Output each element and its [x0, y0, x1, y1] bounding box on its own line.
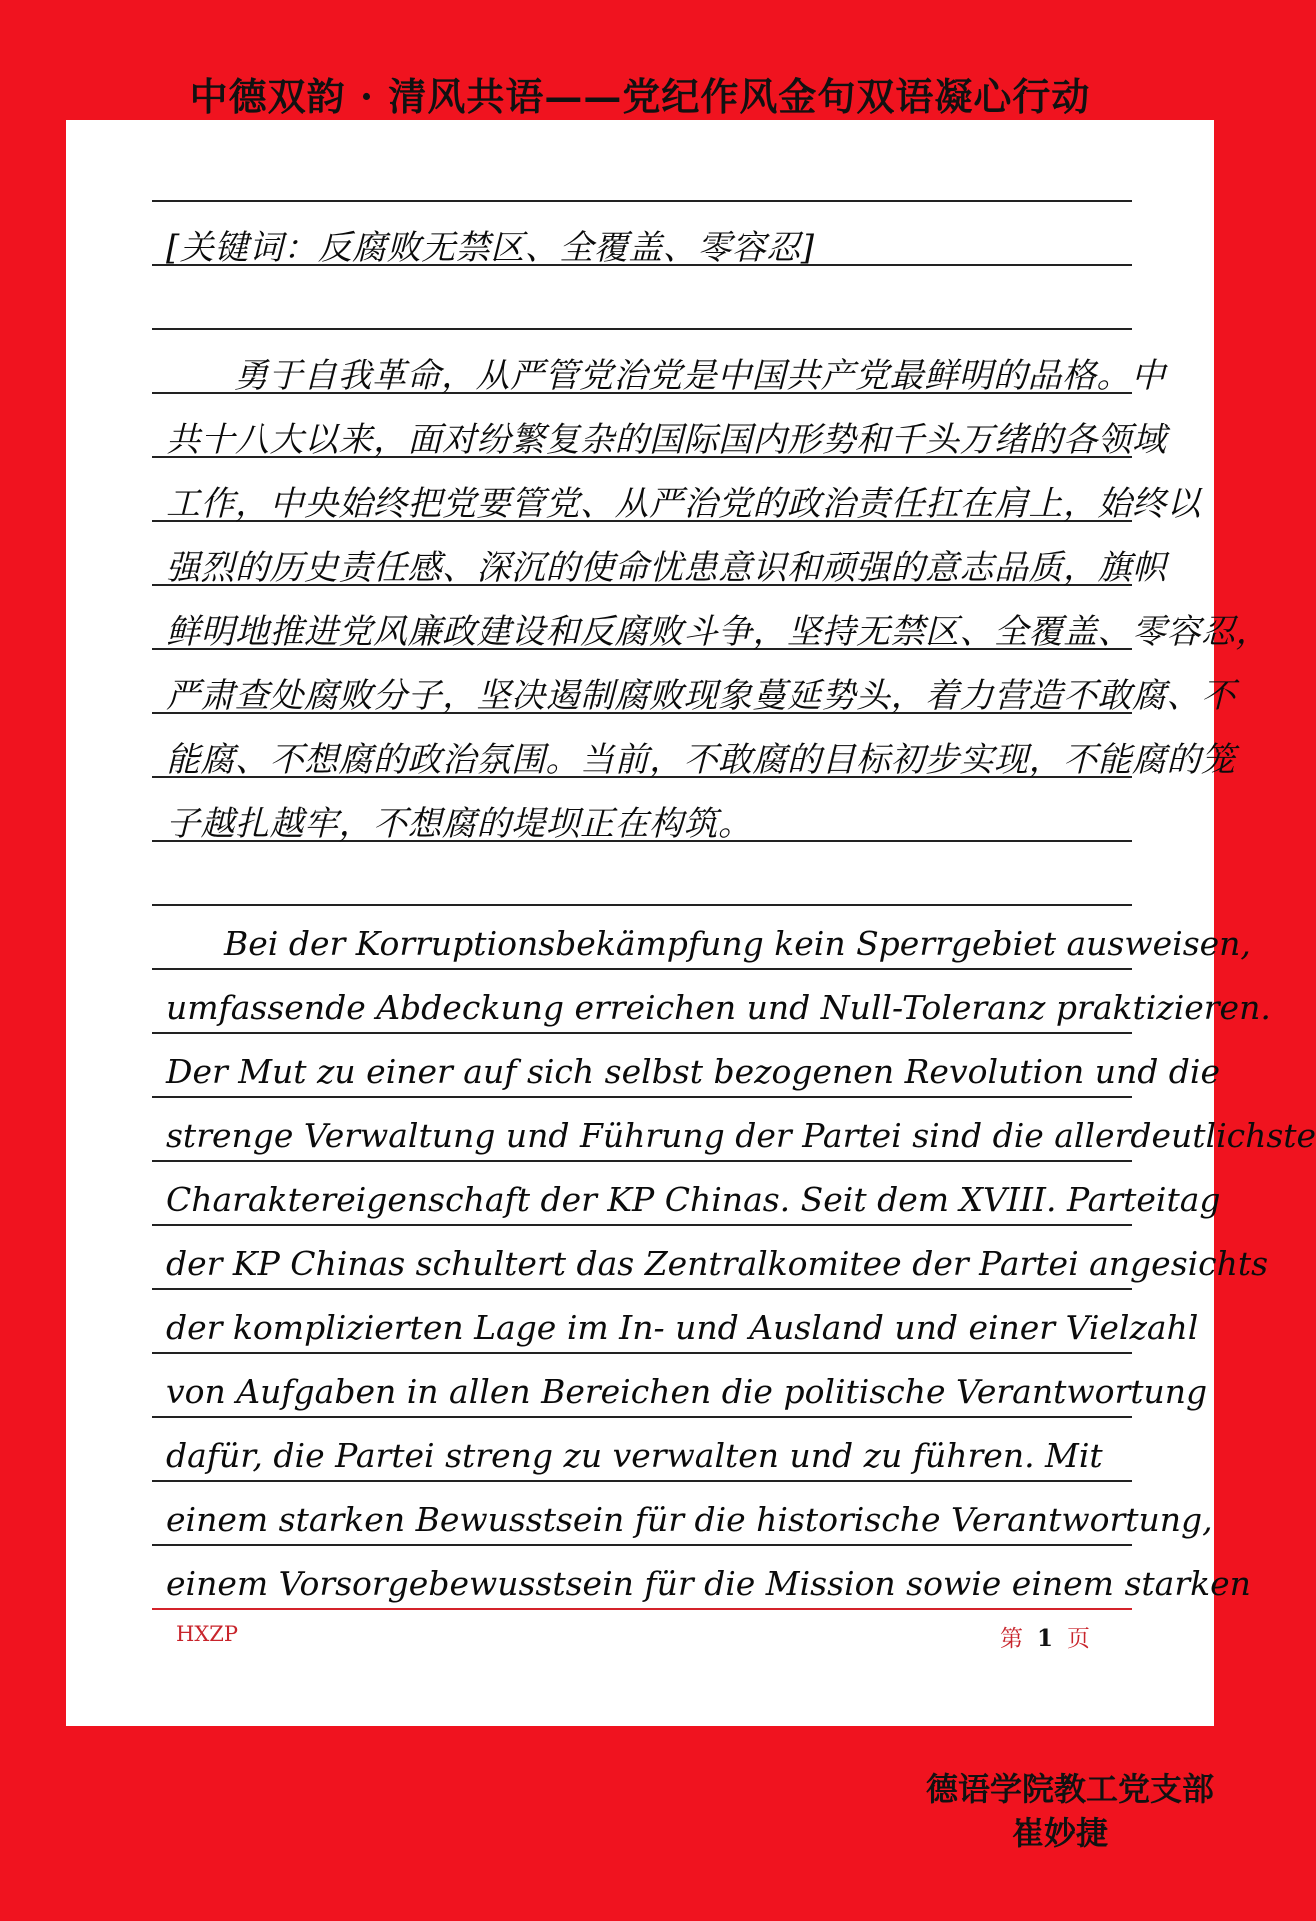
page-number: 1 [1037, 1625, 1054, 1652]
ruled-line [152, 1544, 1132, 1546]
german-text-line: strenge Verwaltung und Führung der Partei sind die allerdeutlichste [166, 1116, 1316, 1155]
ruled-line [152, 1416, 1132, 1418]
ruled-line [152, 1352, 1132, 1354]
chinese-text-line: 鲜明地推进党风廉政建设和反腐败斗争，坚持无禁区、全覆盖、零容忍， [166, 612, 1270, 652]
keywords-line: [关键词：反腐败无禁区、全覆盖、零容忍] [166, 228, 815, 268]
chinese-text-line: 子越扎越牢，不想腐的堤坝正在构筑。 [166, 804, 753, 844]
paper-brand-mark: HXZP [176, 1622, 238, 1646]
german-text-line: Charaktereigenschaft der KP Chinas. Seit dem XVIII. Parteitag [166, 1180, 1221, 1219]
chinese-text-line: 工作，中央始终把党要管党、从严治党的政治责任扛在肩上，始终以 [166, 484, 1201, 524]
page-suffix: 页 [1067, 1626, 1091, 1652]
page-prefix: 第 [1000, 1626, 1023, 1652]
german-text-line: Bei der Korruptionsbekämpfung kein Sperrgebiet ausweisen, [224, 924, 1251, 963]
ruled-line [152, 1480, 1132, 1482]
ruled-line [152, 328, 1132, 330]
chinese-text-line: 共十八大以来，面对纷繁复杂的国际国内形势和千头万绪的各领域 [166, 420, 1167, 460]
ruled-line [152, 200, 1132, 202]
ruled-line [152, 1288, 1132, 1290]
page-title: 中德双韵 · 清风共语——党纪作风金句双语凝心行动 [189, 74, 1091, 119]
german-text-line: der KP Chinas schultert das Zentralkomitee der Partei angesichts [166, 1244, 1269, 1283]
signature-name: 崔妙捷 [1011, 1814, 1108, 1852]
ruled-line-red [152, 1608, 1132, 1610]
page-indicator [1000, 1620, 1090, 1653]
chinese-text-line: 严肃查处腐败分子，坚决遏制腐败现象蔓延势头，着力营造不敢腐、不 [166, 676, 1236, 716]
chinese-text-line: 勇于自我革命，从严管党治党是中国共产党最鲜明的品格。中 [234, 356, 1166, 396]
chinese-text-line: 强烈的历史责任感、深沉的使命忧患意识和顽强的意志品质，旗帜 [166, 548, 1167, 588]
ruled-line [152, 1096, 1132, 1098]
german-text-line: der komplizierten Lage im In- und Ausland und einer Vielzahl [166, 1308, 1199, 1347]
handwritten-sheet [66, 120, 1316, 1726]
german-text-line: einem Vorsorgebewusstsein für die Mission sowie einem starken [166, 1564, 1251, 1603]
chinese-text-line: 能腐、不想腐的政治氛围。当前，不敢腐的目标初步实现，不能腐的笼 [166, 740, 1236, 780]
ruled-line [152, 1032, 1132, 1034]
german-text-line: dafür, die Partei streng zu verwalten und zu führen. Mit [166, 1436, 1103, 1475]
ruled-line [152, 1224, 1132, 1226]
german-text-line: von Aufgaben in allen Bereichen die politische Verantwortung [166, 1372, 1208, 1411]
ruled-line [152, 1160, 1132, 1162]
ruled-line [152, 904, 1132, 906]
signature-organization: 德语学院教工党支部 [925, 1770, 1214, 1808]
german-text-line: einem starken Bewusstsein für die historische Verantwortung, [166, 1500, 1213, 1539]
german-text-line: umfassende Abdeckung erreichen und Null-Toleranz praktizieren. [166, 988, 1271, 1027]
ruled-line [152, 968, 1132, 970]
german-text-line: Der Mut zu einer auf sich selbst bezogenen Revolution und die [166, 1052, 1221, 1091]
